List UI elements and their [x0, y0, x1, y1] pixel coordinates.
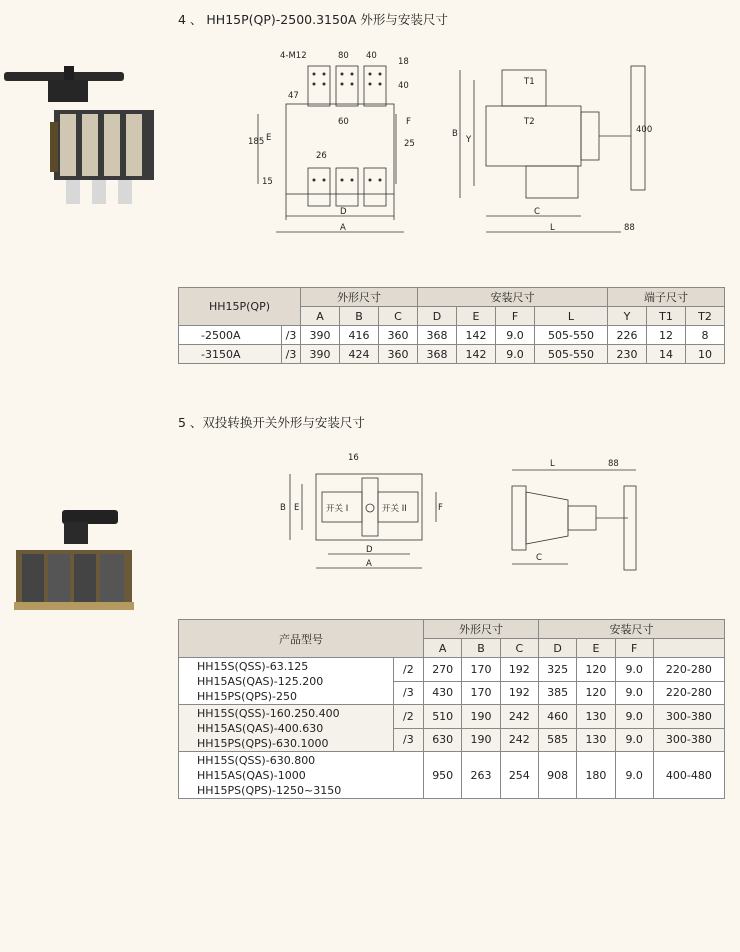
table5-col-extra [653, 639, 724, 658]
table4-col-y: Y [608, 307, 647, 326]
table4-col-d: D [418, 307, 457, 326]
dim-47: 47 [288, 91, 299, 101]
table4-col-a: A [301, 307, 340, 326]
table-row: -2500A /3 390 416 360 368 142 9.0 505-550 226 12 8 [179, 326, 725, 345]
switch-photo-3150a [4, 62, 154, 216]
table5-group-outline: 外形尺寸 [424, 620, 539, 639]
dim-88-5: 88 [608, 459, 619, 469]
dim-88: 88 [624, 223, 635, 233]
dim-c: C [534, 207, 540, 217]
table5-col-d: D [538, 639, 576, 658]
table5-group3-models: HH15S(QSS)-630.800 HH15AS(QAS)-1000 HH15PS(QPS)-1250~3150 [179, 752, 424, 799]
dim-e: E [266, 133, 272, 143]
dim-d5: D [366, 545, 373, 555]
table5-model-header: 产品型号 [179, 620, 424, 658]
table4-col-f: F [496, 307, 535, 326]
dim-400: 400 [636, 125, 653, 135]
section5-side-drawing [508, 456, 658, 574]
table5-col-c: C [500, 639, 538, 658]
table4-col-e: E [457, 307, 496, 326]
dim-15: 15 [262, 177, 273, 187]
dim-d: D [340, 207, 347, 217]
table5-col-e: E [577, 639, 615, 658]
dim-26: 26 [316, 151, 327, 161]
table4-col-c: C [379, 307, 418, 326]
dim-80: 80 [338, 51, 349, 61]
dim-18: 18 [398, 57, 409, 67]
dim-b5: B [280, 503, 286, 513]
table4-model-header: HH15P(QP) [179, 288, 301, 326]
label-switch-1: 开关 I [326, 504, 349, 514]
dim-l: L [550, 223, 555, 233]
table4-col-b: B [340, 307, 379, 326]
dim-25: 25 [404, 139, 415, 149]
table4-group-install: 安装尺寸 [418, 288, 608, 307]
section4-front-drawing [246, 44, 416, 236]
dim-c5: C [536, 553, 542, 563]
section5-title: 5 、双投转换开关外形与安装尺寸 [178, 415, 365, 430]
table-row: HH15S(QSS)-63.125 HH15AS(QAS)-125.200 HH15PS(QPS)-250 /2 270 170 192 325 120 9.0 220-280 [179, 658, 725, 682]
table-row: HH15S(QSS)-160.250.400 HH15AS(QAS)-400.630 HH15PS(QPS)-630.1000 /2 510 190 242 460 130 9.0 300-380 [179, 705, 725, 729]
table5-col-f: F [615, 639, 653, 658]
dim-4-m12: 4-M12 [280, 51, 307, 61]
dim-t2: T2 [524, 117, 535, 127]
dim-b: B [452, 129, 458, 139]
dim-16: 16 [348, 453, 359, 463]
table-row: /3 430 170 192 385 120 9.0 220-280 [179, 681, 725, 705]
dim-40b: 40 [398, 81, 409, 91]
dim-f5: F [438, 503, 443, 513]
dim-60: 60 [338, 117, 349, 127]
table5-col-a: A [424, 639, 462, 658]
section4-title: 4 、 HH15P(QP)-2500.3150A 外形与安装尺寸 [178, 12, 448, 27]
table5-col-b: B [462, 639, 500, 658]
dim-y: Y [466, 135, 472, 145]
dim-f: F [406, 117, 411, 127]
section5-spec-table [178, 619, 725, 799]
label-switch-2: 开关 II [382, 504, 407, 514]
table5-group1-models: HH15S(QSS)-63.125 HH15AS(QAS)-125.200 HH15PS(QPS)-250 [179, 658, 394, 705]
table-row: -3150A /3 390 424 360 368 142 9.0 505-550 230 14 10 [179, 345, 725, 364]
dim-185: 185 [248, 137, 265, 147]
dim-a: A [340, 223, 346, 233]
table4-col-t2: T2 [686, 307, 725, 326]
section4-side-drawing [446, 56, 653, 236]
dim-l5: L [550, 459, 555, 469]
section5-front-drawing [276, 448, 448, 578]
dim-e5: E [294, 503, 300, 513]
table-row: HH15S(QSS)-630.800 HH15AS(QAS)-1000 HH15PS(QPS)-1250~3150 950 263 254 908 180 9.0 400-480 [179, 752, 725, 799]
table5-group-install: 安装尺寸 [538, 620, 724, 639]
table4-col-t1: T1 [647, 307, 686, 326]
table4-group-outline: 外形尺寸 [301, 288, 418, 307]
switch-photo-dual [14, 506, 134, 618]
table5-group2-models: HH15S(QSS)-160.250.400 HH15AS(QAS)-400.630 HH15PS(QPS)-630.1000 [179, 705, 394, 752]
dim-a5: A [366, 559, 372, 569]
dim-t1: T1 [524, 77, 535, 87]
dim-40: 40 [366, 51, 377, 61]
table4-col-l: L [535, 307, 608, 326]
table4-group-terminal: 端子尺寸 [608, 288, 725, 307]
section4-spec-table [178, 287, 725, 364]
table-row: /3 630 190 242 585 130 9.0 300-380 [179, 728, 725, 752]
